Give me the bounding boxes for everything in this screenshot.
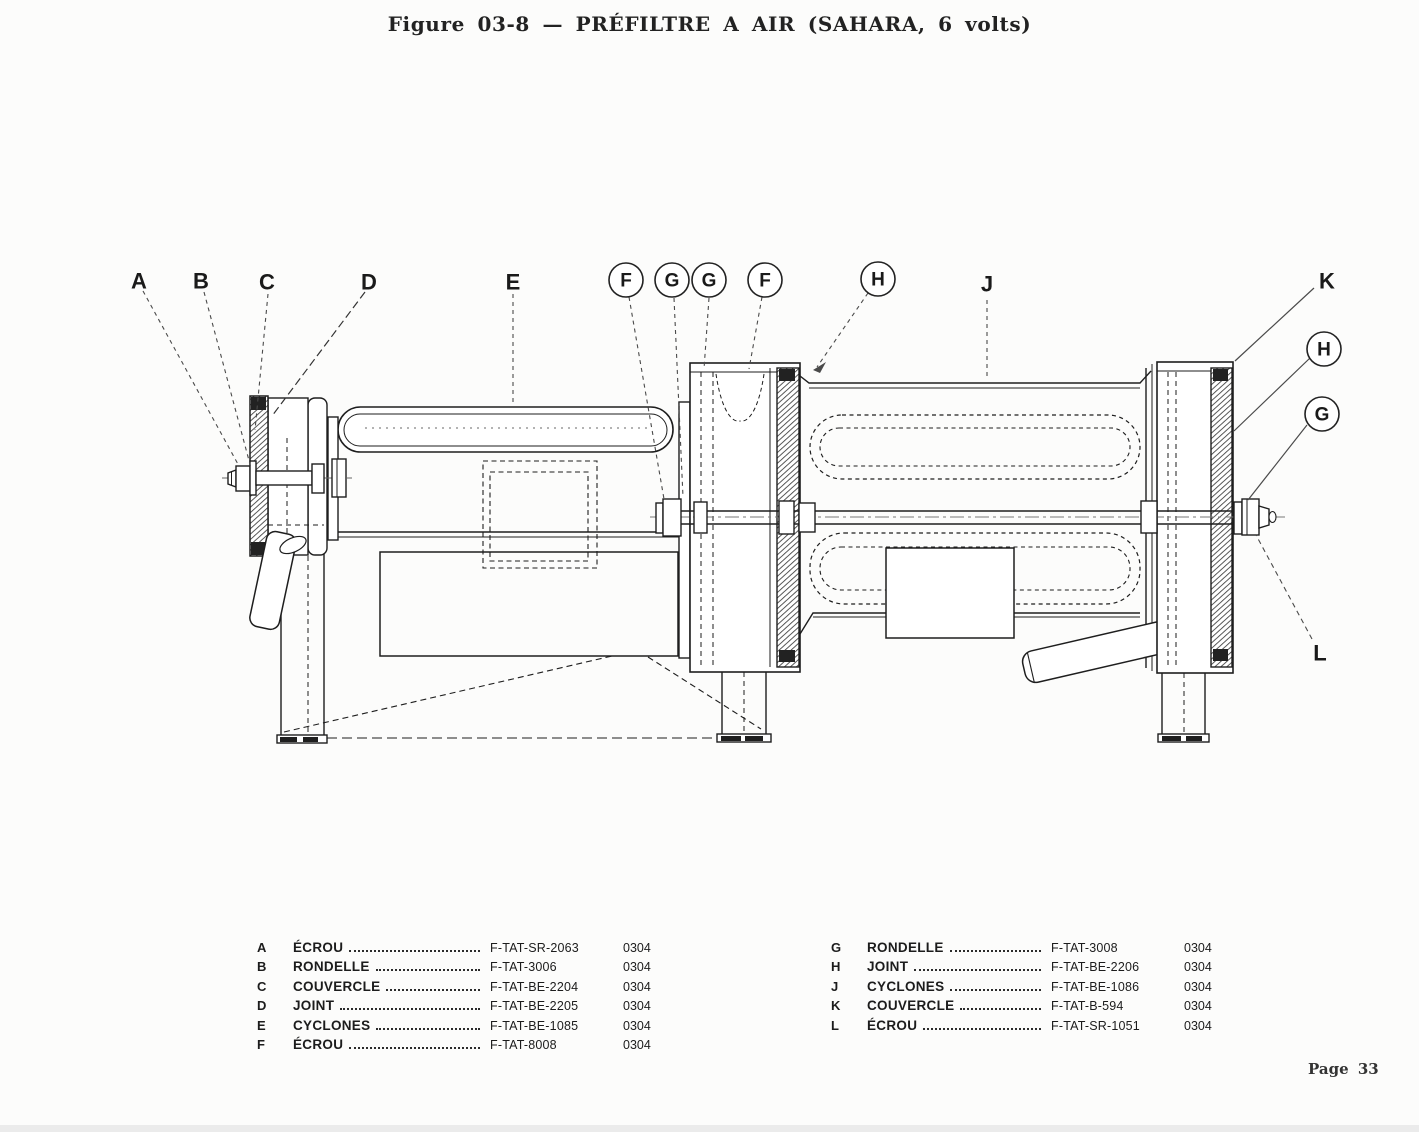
part-code: 0304 (623, 979, 651, 994)
part-row (831, 996, 1224, 1015)
parts-list-left (257, 938, 663, 1054)
part-row (257, 957, 663, 976)
bolt-tip (1259, 506, 1269, 528)
part-number: F-TAT-SR-1051 (1051, 1018, 1140, 1033)
leader-a (143, 291, 239, 466)
part-ref: J (831, 978, 839, 994)
hidden-port-outline (490, 472, 588, 561)
callout-l-label: L (1313, 640, 1327, 666)
part-ref: H (831, 959, 841, 975)
drain-pipe-right (1020, 620, 1173, 685)
part-ref: C (257, 978, 267, 994)
part-name: RONDELLE (867, 940, 944, 955)
part-ref: F (257, 1036, 265, 1052)
part-name: CYCLONES (293, 1017, 371, 1033)
right-foot-pad (1162, 736, 1181, 741)
leader-g2 (704, 298, 709, 369)
dot-leader (376, 1016, 480, 1030)
part-number: F-TAT-B-594 (1051, 999, 1124, 1014)
leader-g3 (1248, 425, 1307, 500)
callout-d-label: D (361, 269, 377, 295)
part-row (831, 977, 1224, 996)
washer-b (250, 461, 256, 495)
part-ref: B (257, 959, 267, 975)
part-row (831, 1016, 1224, 1035)
left-foot-pad (280, 737, 297, 742)
leader-h1 (817, 293, 868, 367)
callout-j-label: J (980, 271, 994, 297)
hatch-corner (1213, 369, 1228, 381)
part-name: ÉCROU (867, 1017, 918, 1033)
part-row (257, 1035, 663, 1054)
leader-f1 (629, 297, 664, 499)
joint-washer (779, 501, 794, 534)
nut-f (663, 499, 681, 536)
dot-leader (960, 996, 1041, 1010)
dot-leader (349, 938, 480, 952)
callout-a-label: A (131, 268, 147, 294)
callout-b-label: B (193, 268, 209, 294)
hatch-corner (1213, 649, 1228, 661)
center-cover-assembly (690, 363, 800, 742)
parts-list-right (831, 938, 1224, 1035)
part-name: JOINT (867, 959, 909, 975)
part-code: 0304 (623, 999, 651, 1014)
leader-b (204, 292, 251, 468)
part-code: 0304 (623, 1037, 651, 1052)
part-code: 0304 (1184, 941, 1212, 955)
right-foot-pad (1186, 736, 1202, 741)
callout-c-label: C (259, 269, 275, 295)
drawing-root (131, 262, 1341, 743)
washer-g (694, 502, 707, 533)
inlet-box (886, 548, 1014, 638)
part-row (257, 996, 663, 1015)
tie-rod (256, 471, 312, 485)
part-number: F-TAT-BE-2204 (490, 979, 579, 994)
callout-h1-label: H (871, 269, 885, 291)
part-code: 0304 (623, 1018, 651, 1033)
part-code: 0304 (623, 960, 651, 975)
leader-h2 (1234, 358, 1310, 431)
nut-a (236, 466, 250, 491)
part-number: F-TAT-3008 (1051, 941, 1118, 955)
callout-g3-label: G (1314, 404, 1330, 426)
part-code: 0304 (1184, 960, 1212, 975)
part-number: F-TAT-BE-2205 (490, 999, 579, 1014)
dot-leader (950, 938, 1041, 952)
dot-leader (340, 996, 480, 1010)
part-ref: A (257, 940, 267, 955)
callout-e-label: E (505, 269, 521, 295)
left-filter-assembly (222, 396, 761, 743)
center-foot-pad (745, 736, 763, 741)
right-cover-hatch (1211, 368, 1232, 667)
flange-washer (1141, 501, 1157, 533)
part-row (257, 1016, 663, 1035)
page-number: Page 33 (1308, 1060, 1379, 1078)
part-name: COUVERCLE (293, 978, 381, 994)
part-code: 0304 (1184, 999, 1212, 1014)
part-ref: L (831, 1017, 839, 1033)
part-number: F-TAT-BE-1086 (1051, 979, 1140, 994)
part-ref: K (831, 998, 841, 1014)
part-name: JOINT (293, 998, 335, 1014)
drain-pipe-tube (1020, 620, 1173, 685)
callout-g2-label: G (701, 270, 717, 292)
washer-g-right (1234, 502, 1242, 534)
hidden-cyclone-capsule-j (810, 415, 1140, 479)
callout-h2-label: H (1317, 339, 1331, 361)
part-number: F-TAT-3006 (490, 960, 557, 975)
part-name: ÉCROU (293, 940, 344, 955)
dot-leader (386, 977, 480, 991)
part-code: 0304 (1184, 1018, 1212, 1033)
part-number: F-TAT-BE-1085 (490, 1018, 579, 1033)
part-code: 0304 (623, 941, 651, 955)
rod-nut (312, 464, 324, 493)
callout-f2-label: F (759, 270, 771, 292)
brace-hidden-line (284, 656, 612, 732)
callout-f1-label: F (620, 270, 632, 292)
figure-title: Figure 03-8 — PRÉFILTRE A AIR (SAHARA, 6 volts) (387, 12, 1032, 36)
part-ref: E (257, 1017, 266, 1033)
nut-l (1242, 499, 1259, 535)
hatch-corner (779, 650, 795, 662)
rod-hex-nut (332, 459, 346, 497)
part-row (831, 938, 1224, 957)
part-row (257, 977, 663, 996)
leader-l (1256, 535, 1312, 639)
left-foot-pad (303, 737, 318, 742)
part-ref: G (831, 940, 842, 955)
part-number: F-TAT-SR-2063 (490, 941, 579, 955)
part-row (831, 957, 1224, 976)
dot-leader (376, 957, 480, 971)
leader-k (1235, 288, 1314, 361)
part-name: RONDELLE (293, 959, 370, 975)
washer-g (656, 503, 663, 533)
scan-edge-shadow (0, 1125, 1419, 1132)
part-code: 0304 (1184, 979, 1212, 994)
part-number: F-TAT-8008 (490, 1037, 557, 1052)
dot-leader (914, 957, 1041, 971)
dot-leader (923, 1016, 1041, 1030)
joint-washer (799, 503, 815, 532)
part-name: COUVERCLE (867, 998, 955, 1014)
leader-f2 (749, 297, 762, 369)
part-name: ÉCROU (293, 1036, 344, 1052)
callout-g1-label: G (664, 270, 680, 292)
dot-leader (349, 1035, 480, 1049)
part-number: F-TAT-BE-2206 (1051, 960, 1140, 975)
barrel-top-line (800, 371, 1151, 383)
callout-k-label: K (1319, 268, 1335, 294)
leader-h1-arrow (813, 362, 826, 373)
hidden-cyclone-capsule-j (820, 428, 1130, 466)
hatch-corner (779, 369, 795, 381)
bolt-tip-end (1269, 512, 1276, 523)
part-name: CYCLONES (867, 978, 945, 994)
center-foot-pad (721, 736, 741, 741)
part-ref: D (257, 998, 267, 1014)
dot-leader (950, 977, 1041, 991)
part-row (257, 938, 663, 957)
